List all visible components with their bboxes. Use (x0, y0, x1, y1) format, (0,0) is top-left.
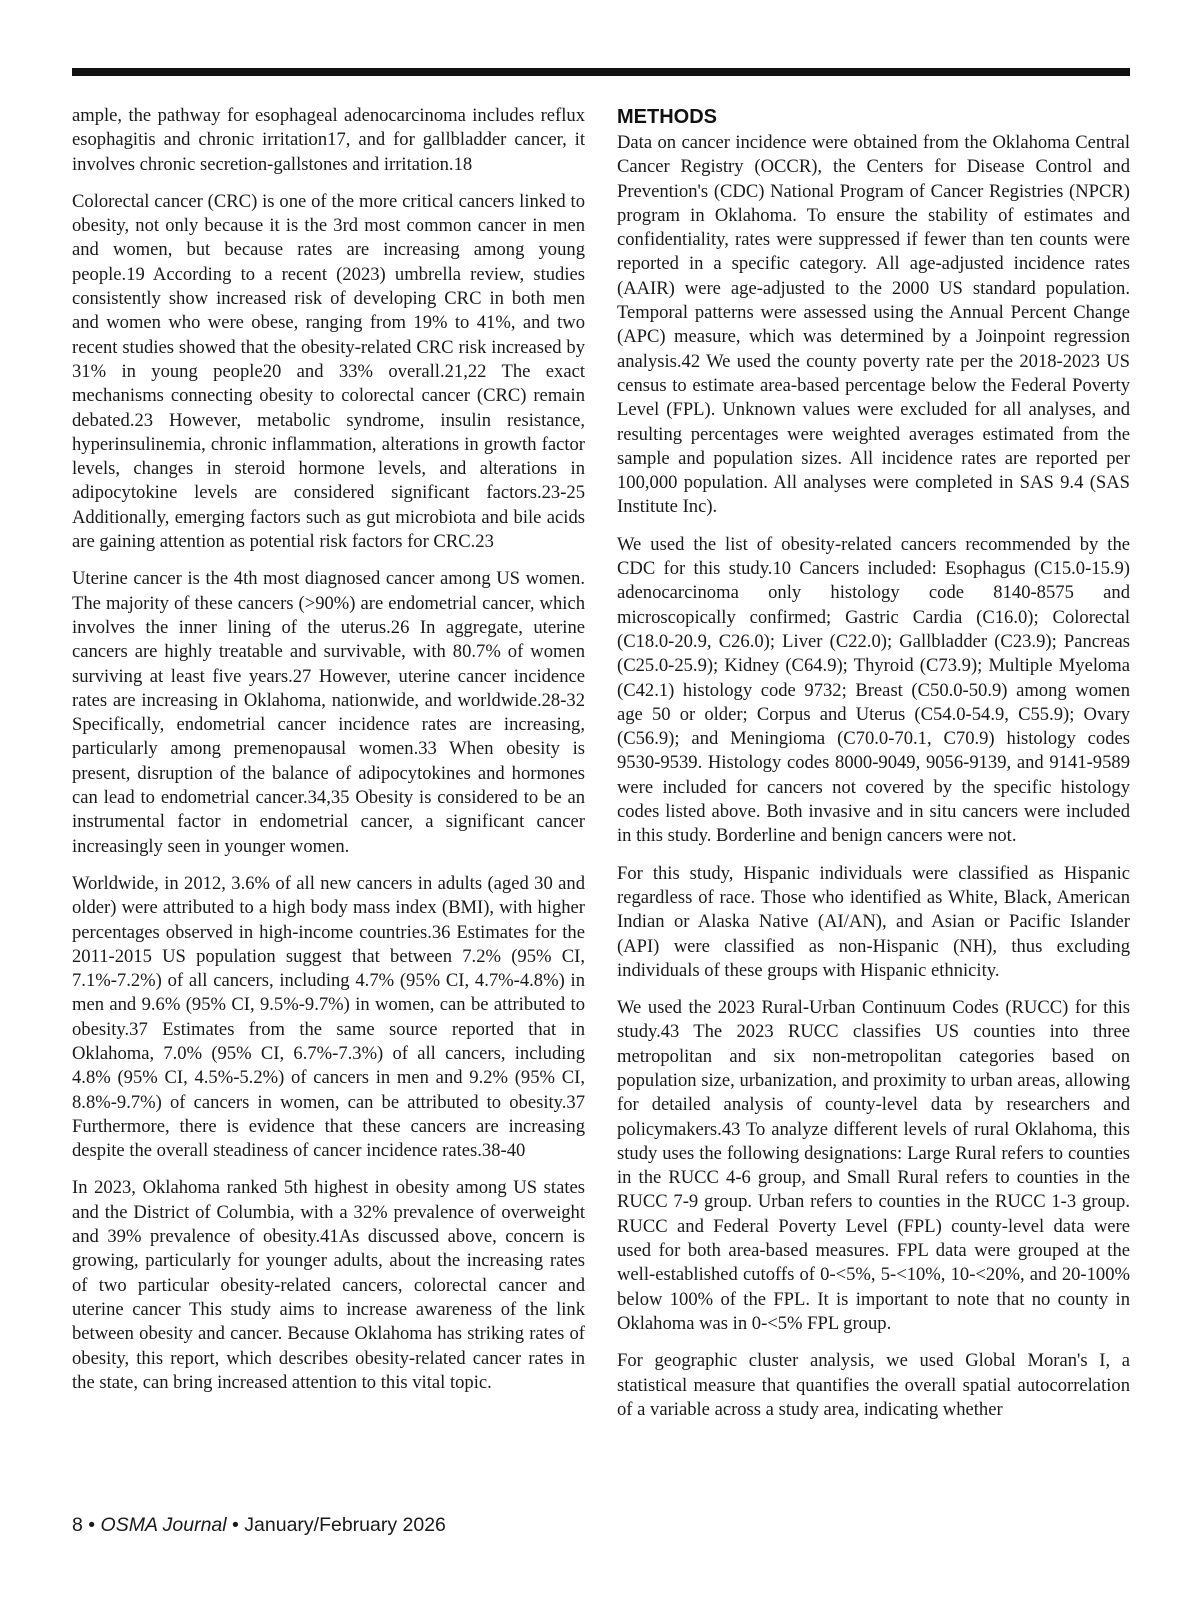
section-heading-methods: METHODS (617, 106, 717, 128)
paragraph-cancer-pathways: ample, the pathway for esophageal adenocarcinoma includes reflux esophagitis and chronic irritation17, and for gallbladder cancer, it involves chronic secretion-gallstones and irritation.18 (72, 105, 585, 175)
left-column (72, 104, 585, 1408)
page-footer (72, 1514, 446, 1537)
paragraph-cluster-analysis: For geographic cluster analysis, we used Global Moran's I, a statistical measure that quantifies the overall spatial autocorrelation of a variable across a study area, indicating whether (617, 1350, 1130, 1420)
paragraph-data-sources: Data on cancer incidence were obtained from the Oklahoma Central Cancer Registry (OCCR), the Centers for Disease Control and Prevention's (CDC) National Program of Cancer Registries (NPCR) program in Oklahoma. To ensure the stability of estimates and confidentiality, rates were suppressed if fewer than ten counts were reported in a specific category. All age-adjusted incidence rates (AAIR) were age-adjusted to the 2000 US standard population. Temporal patterns were assessed using the Annual Percent Change (APC) measure, which was determined by a Joinpoint regression analysis.42 We used the county poverty rate per the 2018-2023 US census to estimate area-based percentage below the Federal Poverty Level (FPL). Unknown values were excluded for all analyses, and resulting percentages were weighted averages estimated from the sample and population sizes. All incidence rates are reported per 100,000 population. All analyses were completed in SAS 9.4 (SAS Institute Inc). (617, 132, 1130, 518)
header-rule (72, 68, 1130, 76)
paragraph-race-classification: For this study, Hispanic individuals were classified as Hispanic regardless of race. Those who identified as White, Black, American Indian or Alaska Native (AI/AN), and Asian or Pacific Islander (API) were classified as non-Hispanic (NH), thus excluding individuals of these groups with Hispanic ethnicity. (617, 862, 1130, 981)
journal-name: OSMA Journal (100, 1514, 227, 1536)
paragraph-worldwide-estimates: Worldwide, in 2012, 3.6% of all new cancers in adults (aged 30 and older) were attributed to a high body mass index (BMI), with higher percentages observed in high-income countries.36 Estimates for the 2011-2015 US population suggest that between 7.2% (95% CI, 7.1%-7.2%) of all cancers, including 4.7% (95% CI, 4.7%-4.8%) in men and 9.6% (95% CI, 9.5%-9.7%) in women, can be attributed to obesity.37 Estimates from the same source reported that in Oklahoma, 7.0% (95% CI, 6.7%-7.3%) of all cancers, including 4.8% (95% CI, 4.5%-5.2%) of cancers in men and 9.2% (95% CI, 8.8%-9.7%) of cancers in women, can be attributed to obesity.37 Furthermore, there is evidence that these cancers are increasing despite the overall steadiness of cancer incidence rates.38-40 (72, 872, 585, 1162)
right-column (617, 104, 1130, 1435)
paragraph-colorectal-cancer: Colorectal cancer (CRC) is one of the more critical cancers linked to obesity, not only because it is the 3rd most common cancer in men and women, but because rates are increasing among young people.19 According to a recent (2023) umbrella review, studies consistently show increased risk of developing CRC in both men and women who were obese, ranging from 19% to 41%, and two recent studies showed that the obesity-related CRC risk increased by 31% in young people20 and 33% overall.21,22 The exact mechanisms connecting obesity to colorectal cancer (CRC) remain debated.23 However, metabolic syndrome, insulin resistance, hyperinsulinemia, chronic inflammation, alterations in growth factor levels, changes in steroid hormone levels, and alterations in adipocytokine levels are considered significant factors.23-25 Additionally, emerging factors such as gut microbiota and bile acids are gaining attention as potential risk factors for CRC.23 (72, 190, 585, 553)
footer-separator: • (232, 1514, 239, 1536)
issue-date: January/February 2026 (244, 1514, 446, 1536)
paragraph-cancer-list: We used the list of obesity-related cancers recommended by the CDC for this study.10 Cancers included: Esophagus (C15.0-15.9) adenocarcinoma only histology code 8140-8575 and microscopically confirmed; Gastric Cardia (C16.0); Colorectal (C18.0-20.9, C26.0); Liver (C22.0); Gallbladder (C23.9); Pancreas (C25.0-25.9); Kidney (C64.9); Thyroid (C73.9); Multiple Myeloma (C42.1) histology code 9732; Breast (C50.0-50.9) among women age 50 or older; Corpus and Uterus (C54.0-54.9, C55.9); Ovary (C56.9); and Meningioma (C70.0-70.1, C70.9) histology codes 9530-9539. Histology codes 8000-9049, 9056-9139, and 9141-9589 were included for cancers not covered by the specific histology codes listed above. Both invasive and in situ cancers were included in this study. Borderline and benign cancers were not. (617, 533, 1130, 847)
page-number: 8 (72, 1514, 83, 1536)
paragraph-rucc: We used the 2023 Rural-Urban Continuum Codes (RUCC) for this study.43 The 2023 RUCC classifies US counties into three metropolitan and six non-metropolitan categories based on population size, urbanization, and proximity to urban areas, allowing for detailed analysis of county-level data by researchers and policymakers.43 To analyze different levels of rural Oklahoma, this study uses the following designations: Large Rural refers to counties in the RUCC 4-6 group, and Small Rural refers to counties in the RUCC 7-9 group. Urban refers to counties in the RUCC 1-3 group. RUCC and Federal Poverty Level (FPL) county-level data were used for both area-based measures. FPL data were grouped at the well-established cutoffs of 0-<5%, 5-<10%, 10-<20%, and 20-100% below 100% of the FPL. It is important to note that no county in Oklahoma was in 0-<5% FPL group. (617, 997, 1130, 1334)
footer-separator: • (88, 1514, 96, 1536)
paragraph-uterine-cancer: Uterine cancer is the 4th most diagnosed cancer among US women. The majority of these cancers (>90%) are endometrial cancer, which involves the inner lining of the uterus.26 In aggregate, uterine cancers are highly treatable and survivable, with 80.7% of women surviving at least five years.27 However, uterine cancer incidence rates are increasing in Oklahoma, nationwide, and worldwide.28-32 Specifically, endometrial cancer incidence rates are increasing, particularly among premenopausal women.33 When obesity is present, disruption of the balance of adipocytokines and hormones can lead to endometrial cancer.34,35 Obesity is considered to be an instrumental factor in endometrial cancer, a significant cancer increasingly seen in younger women. (72, 568, 585, 857)
paragraph-oklahoma-obesity: In 2023, Oklahoma ranked 5th highest in obesity among US states and the District of Columbia, with a 32% prevalence of overweight and 39% prevalence of obesity.41As discussed above, concern is growing, particularly for younger adults, about the increasing rates of two particular obesity-related cancers, colorectal cancer and uterine cancer This study aims to increase awareness of the link between obesity and cancer. Because Oklahoma has striking rates of obesity, this report, which describes obesity-related cancer rates in the state, can bring increased attention to this vital topic. (72, 1177, 585, 1393)
